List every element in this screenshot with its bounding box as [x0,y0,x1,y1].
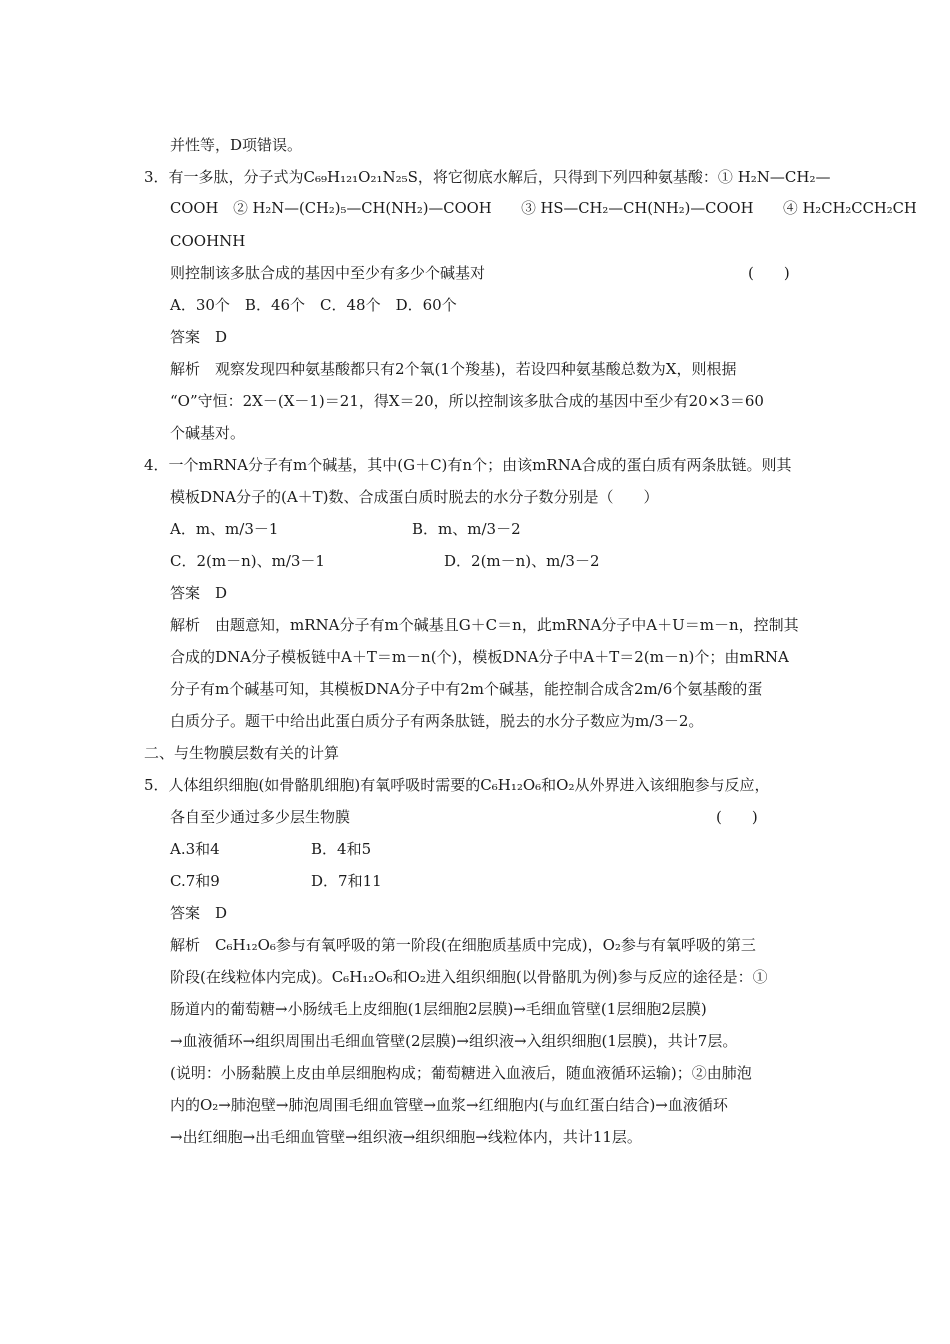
option-b: B．m、m/3－2 [412,520,521,538]
analysis-line: 合成的DNA分子模板链中A＋T＝m－n(个)，模板DNA分子中A＋T＝2(m－n)个；由mRNA [170,648,789,666]
text-line: 模板DNA分子的(A＋T)数、合成蛋白质时脱去的水分子数分别是（ ） [170,488,659,506]
text-line: 并性等，D项错误。 [170,136,303,154]
question-3-stem: 3．有一多肽，分子式为C₆₉H₁₂₁O₂₁N₂₅S，将它彻底水解后，只得到下列四种氨基酸：① H₂N—CH₂— [144,168,831,186]
text-line: COOHNH [170,232,246,250]
analysis-line: 肠道内的葡萄糖→小肠绒毛上皮细胞(1层细胞2层膜)→毛细血管壁(1层细胞2层膜) [170,1000,707,1018]
answer-label: 答案 D [170,328,228,346]
analysis-line: 个碱基对。 [170,424,246,442]
analysis-line: 解析 C₆H₁₂O₆参与有氧呼吸的第一阶段(在细胞质基质中完成)，O₂参与有氧呼吸的第三 [170,936,756,954]
analysis-line: →出红细胞→出毛细血管壁→组织液→组织细胞→线粒体内，共计11层。 [170,1128,642,1146]
answer-blank: ( ) [748,264,790,282]
option-d: D．2(m－n)、m/3－2 [444,552,600,570]
option-c: C．2(m－n)、m/3－1 [170,552,325,570]
answer-label: 答案 D [170,904,228,922]
text-line: COOH ② H₂N—(CH₂)₅—CH(NH₂)—COOH ③ HS—CH₂—CH(NH₂)—COOH ④ H₂CH₂CCH₂CH [170,200,917,217]
option-b: B．4和5 [311,840,372,858]
analysis-line: 内的O₂→肺泡壁→肺泡周围毛细血管壁→血浆→红细胞内(与血红蛋白结合)→血液循环 [170,1096,728,1114]
option-a: A．m、m/3－1 [170,520,279,538]
analysis-line: 解析 由题意知，mRNA分子有m个碱基且G＋C＝n，此mRNA分子中A＋U＝m－n，控制其 [170,616,799,634]
analysis-line: 阶段(在线粒体内完成)。C₆H₁₂O₆和O₂进入组织细胞(以骨骼肌为例)参与反应的途径是：① [170,968,768,986]
option-a: A.3和4 [170,840,220,858]
section-heading: 二、与生物膜层数有关的计算 [144,744,340,762]
answer-label: 答案 D [170,584,228,602]
answer-blank: ( ) [716,808,758,826]
analysis-line: 解析 观察发现四种氨基酸都只有2个氧(1个羧基)，若设四种氨基酸总数为X，则根据 [170,360,737,378]
analysis-line: 白质分子。题干中给出此蛋白质分子有两条肽链，脱去的水分子数应为m/3－2。 [170,712,704,730]
text-line: 各自至少通过多少层生物膜 [170,808,351,826]
option-c: C.7和9 [170,872,220,890]
analysis-line: (说明：小肠黏膜上皮由单层细胞构成；葡萄糖进入血液后，随血液循环运输)；②由肺泡 [170,1064,752,1082]
text-line: 则控制该多肽合成的基因中至少有多少个碱基对 [170,264,486,282]
question-4-stem: 4．一个mRNA分子有m个碱基，其中(G＋C)有n个；由该mRNA合成的蛋白质有两条肽链。则其 [144,456,792,474]
question-5-stem: 5．人体组织细胞(如骨骼肌细胞)有氧呼吸时需要的C₆H₁₂O₆和O₂从外界进入该细胞参与反应， [144,776,770,794]
analysis-line: “O”守恒：2X－(X－1)＝21，得X＝20，所以控制该多肽合成的基因中至少有20×3＝60 [170,392,764,410]
question-3-options: A．30个 B．46个 C．48个 D．60个 [170,296,457,314]
analysis-line: 分子有m个碱基可知，其模板DNA分子中有2m个碱基，能控制合成含2m/6个氨基酸的蛋 [170,680,763,698]
option-d: D．7和11 [311,872,382,890]
analysis-line: →血液循环→组织周围出毛细血管壁(2层膜)→组织液→入组织细胞(1层膜)，共计7层。 [170,1032,738,1050]
